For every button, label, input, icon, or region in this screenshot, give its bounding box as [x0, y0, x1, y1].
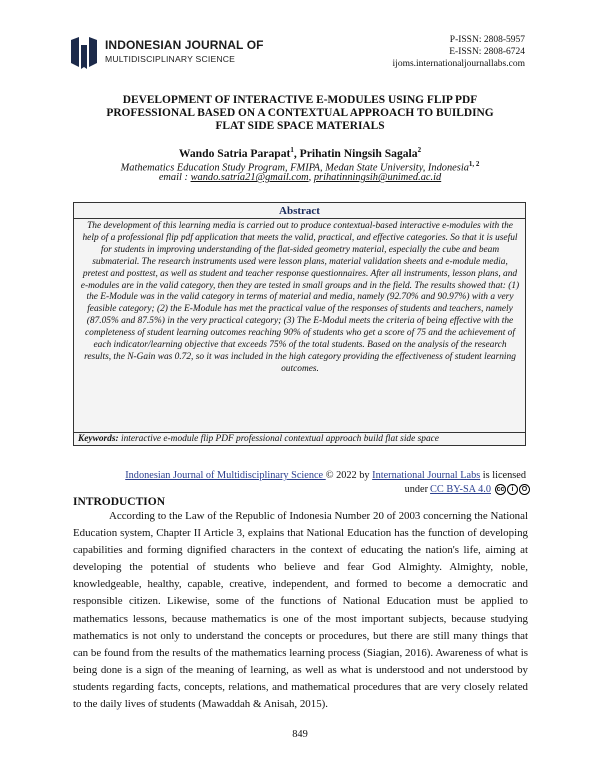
- affiliation-mark: 1, 2: [468, 160, 480, 168]
- affiliation-text: Mathematics Education Study Program, FMIPA, Medan State University, Indonesia: [120, 162, 469, 174]
- keywords-label: Keywords:: [78, 434, 119, 444]
- publisher-link[interactable]: International Journal Labs: [372, 470, 481, 481]
- email-link[interactable]: wando.satria21@gmail.com: [190, 172, 309, 183]
- journal-logo-icon: [68, 36, 100, 70]
- p-issn: P-ISSN: 2808-5957: [449, 35, 525, 45]
- journal-link[interactable]: Indonesian Journal of Multidisciplinary Science: [125, 470, 326, 481]
- license-line: [125, 470, 526, 481]
- author-affiliation-mark: 2: [417, 146, 422, 154]
- under-text: under: [404, 484, 429, 495]
- author-affiliation-mark: 1: [290, 146, 294, 154]
- journal-website[interactable]: ijoms.internationaljournallabs.com: [392, 59, 525, 69]
- divider: [74, 432, 525, 433]
- by-attribution-icon: i: [507, 484, 518, 495]
- keywords: [78, 434, 439, 444]
- copyright-text: © 2022 by: [325, 470, 373, 481]
- author-separator: ,: [293, 146, 300, 160]
- page-header: [0, 0, 600, 80]
- licensed-text: is licensed: [480, 470, 526, 481]
- e-issn: E-ISSN: 2808-6724: [449, 47, 525, 57]
- author-list: [0, 146, 600, 160]
- journal-subtitle: MULTIDISCIPLINARY SCIENCE: [105, 54, 236, 64]
- article-title: DEVELOPMENT OF INTERACTIVE E-MODULES USING FLIP PDF PROFESSIONAL BASED ON A CONTEXTUAL APPROACH TO BUILDING FLAT SIDE SPACE MATERIALS: [106, 94, 494, 132]
- abstract-heading: Abstract: [279, 205, 320, 217]
- author-name: Wando Satria Parapat: [178, 146, 291, 160]
- cc-license-badge[interactable]: [495, 484, 530, 495]
- abstract-box: [73, 202, 526, 446]
- email-separator: ,: [308, 172, 314, 183]
- email-link[interactable]: prihatinningsih@unimed.ac.id: [313, 172, 442, 183]
- divider: [74, 218, 525, 219]
- section-heading: INTRODUCTION: [73, 496, 166, 508]
- keywords-text: interactive e-module flip PDF professional contextual approach build flat side space: [118, 434, 439, 444]
- issn-block: [393, 34, 525, 70]
- author-name: Prihatin Ningsih Sagala: [299, 146, 418, 160]
- introduction-paragraph: According to the Law of the Republic of Indonesia Number 20 of 2003 concerning the National Education system, Chapter II Article 3, explains that National Education has the function of developing capabilities and forming dignified characters in the context of educating the nation's life, aiming at developing the potential of students who believe and fear God Almighty. Almighty, noble, knowledgeable, healthy, capable, creative, independent, and formed to become a democratic and responsible citizen. Likewise, some of the functions of National Education must be applied to mathematics lessons, because mathematics is one of the most important subjects, because studying mathematics is not only to understand the concepts or procedures, but there are still many things that can be found from the results of the mathematics learning process (Siagian, 2016). Awareness of what is being done is a sign of the meaning of learning, as well as what is understood and not understood by students regarding facts, concepts, relations, and mathematical procedures that are very closely related to the daily lives of students (Mawaddah & Anisah, 2015).: [73, 510, 528, 711]
- page-number: 849: [292, 729, 308, 740]
- license-link[interactable]: CC BY-SA 4.0: [430, 484, 491, 495]
- journal-name: INDONESIAN JOURNAL OF: [105, 38, 264, 52]
- email-line: [0, 172, 600, 183]
- share-alike-icon: O: [519, 484, 530, 495]
- license-line-2: [405, 484, 530, 495]
- email-label: email :: [158, 172, 191, 183]
- abstract-text: The development of this learning media is carried out to produce contextual-based interactive e-modules with the help of a professional flip pdf application that meets the valid, practical, and effective categories. So that it is useful for students in improving understanding of the flat-sided geometry material, especially the cube and beam submaterial. The research instruments used were lesson plans, material validation sheets and e-module media, pretest and posttest, as well as student and teacher response questionnaires. After all instruments, lesson plans, and e-modules are in the valid category, then they are tested in small groups and in the field. The results showed that: (1) the E-Module was in the valid category in terms of material and media, namely (92.70% and 90.97%) with a very feasible category; (2) the E-Module has met the practical value of the responses of students and teachers, namely (87.05% and 87.5%) in the very practical category; (3) The E-Modul meets the criteria of being effective with the completeness of student learning outcomes reaching 90% of students who get a score of 75 and the achievement of each indicator/learning objective that exceeds 75% of the total students. Based on the analysis of the research results, the N-Gain was 0.72, so it was included in the high category providing the effectiveness of student learning outcomes.: [80, 221, 520, 374]
- cc-icon: cc: [496, 486, 505, 493]
